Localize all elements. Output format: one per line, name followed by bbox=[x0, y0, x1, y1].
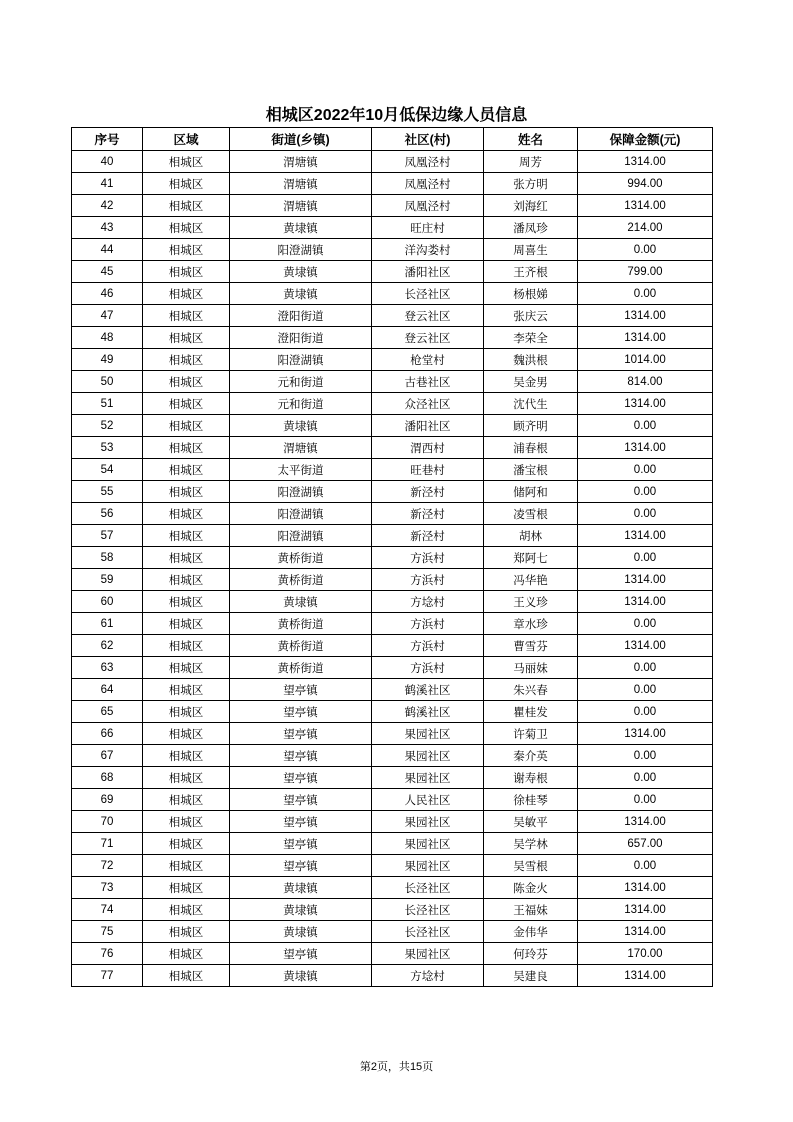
community-cell: 方浜村 bbox=[372, 547, 484, 569]
district-cell: 相城区 bbox=[143, 855, 230, 877]
street-cell: 望亭镇 bbox=[230, 701, 372, 723]
street-cell: 黄埭镇 bbox=[230, 899, 372, 921]
district-cell: 相城区 bbox=[143, 195, 230, 217]
table-row bbox=[72, 525, 713, 547]
amount-cell: 0.00 bbox=[578, 855, 713, 877]
amount-cell: 1314.00 bbox=[578, 877, 713, 899]
street-cell: 元和街道 bbox=[230, 371, 372, 393]
table-row bbox=[72, 921, 713, 943]
street-cell: 阳澄湖镇 bbox=[230, 349, 372, 371]
table-row bbox=[72, 283, 713, 305]
street-cell: 黄埭镇 bbox=[230, 921, 372, 943]
table-row bbox=[72, 613, 713, 635]
seq-cell: 49 bbox=[72, 349, 143, 371]
seq-cell: 60 bbox=[72, 591, 143, 613]
seq-cell: 69 bbox=[72, 789, 143, 811]
community-cell: 长泾社区 bbox=[372, 921, 484, 943]
table-row bbox=[72, 371, 713, 393]
street-cell: 黄桥街道 bbox=[230, 635, 372, 657]
amount-cell: 799.00 bbox=[578, 261, 713, 283]
community-cell: 旺庄村 bbox=[372, 217, 484, 239]
district-cell: 相城区 bbox=[143, 921, 230, 943]
name-cell: 章水珍 bbox=[484, 613, 578, 635]
community-cell: 果园社区 bbox=[372, 767, 484, 789]
community-cell: 新泾村 bbox=[372, 481, 484, 503]
page-title: 相城区2022年10月低保边缘人员信息 bbox=[265, 107, 528, 124]
district-cell: 相城区 bbox=[143, 525, 230, 547]
amount-cell: 0.00 bbox=[578, 283, 713, 305]
street-cell: 渭塘镇 bbox=[230, 151, 372, 173]
seq-cell: 52 bbox=[72, 415, 143, 437]
community-cell: 新泾村 bbox=[372, 503, 484, 525]
street-cell: 阳澄湖镇 bbox=[230, 503, 372, 525]
amount-cell: 1314.00 bbox=[578, 305, 713, 327]
community-cell: 果园社区 bbox=[372, 855, 484, 877]
district-cell: 相城区 bbox=[143, 151, 230, 173]
name-cell: 王齐根 bbox=[484, 261, 578, 283]
district-cell: 相城区 bbox=[143, 965, 230, 987]
seq-cell: 74 bbox=[72, 899, 143, 921]
name-cell: 瞿桂发 bbox=[484, 701, 578, 723]
community-cell: 方浜村 bbox=[372, 635, 484, 657]
name-cell: 吴雪根 bbox=[484, 855, 578, 877]
street-cell: 黄埭镇 bbox=[230, 217, 372, 239]
seq-cell: 51 bbox=[72, 393, 143, 415]
table-row bbox=[72, 547, 713, 569]
community-cell: 众泾社区 bbox=[372, 393, 484, 415]
district-cell: 相城区 bbox=[143, 327, 230, 349]
amount-cell: 0.00 bbox=[578, 613, 713, 635]
district-cell: 相城区 bbox=[143, 877, 230, 899]
seq-cell: 57 bbox=[72, 525, 143, 547]
street-cell: 望亭镇 bbox=[230, 789, 372, 811]
district-cell: 相城区 bbox=[143, 349, 230, 371]
seq-cell: 61 bbox=[72, 613, 143, 635]
community-cell: 洋沟娄村 bbox=[372, 239, 484, 261]
seq-cell: 68 bbox=[72, 767, 143, 789]
community-cell: 登云社区 bbox=[372, 305, 484, 327]
seq-cell: 62 bbox=[72, 635, 143, 657]
street-cell: 望亭镇 bbox=[230, 833, 372, 855]
district-cell: 相城区 bbox=[143, 635, 230, 657]
street-cell: 黄埭镇 bbox=[230, 591, 372, 613]
district-cell: 相城区 bbox=[143, 811, 230, 833]
footer-middle: 页，共 bbox=[376, 1060, 410, 1073]
community-cell: 人民社区 bbox=[372, 789, 484, 811]
street-cell: 黄桥街道 bbox=[230, 547, 372, 569]
name-cell: 潘宝根 bbox=[484, 459, 578, 481]
table-row bbox=[72, 877, 713, 899]
amount-cell: 1314.00 bbox=[578, 437, 713, 459]
name-cell: 曹雪芬 bbox=[484, 635, 578, 657]
name-cell: 朱兴春 bbox=[484, 679, 578, 701]
name-cell: 谢寿根 bbox=[484, 767, 578, 789]
name-cell: 秦介英 bbox=[484, 745, 578, 767]
table-row bbox=[72, 811, 713, 833]
street-cell: 黄埭镇 bbox=[230, 261, 372, 283]
name-cell: 许菊卫 bbox=[484, 723, 578, 745]
amount-cell: 657.00 bbox=[578, 833, 713, 855]
header-cell: 序号 bbox=[72, 128, 143, 151]
community-cell: 鹤溪社区 bbox=[372, 679, 484, 701]
seq-cell: 44 bbox=[72, 239, 143, 261]
table-row bbox=[72, 503, 713, 525]
seq-cell: 47 bbox=[72, 305, 143, 327]
table-row bbox=[72, 569, 713, 591]
district-cell: 相城区 bbox=[143, 261, 230, 283]
seq-cell: 53 bbox=[72, 437, 143, 459]
roster-table bbox=[71, 127, 713, 987]
name-cell: 郑阿七 bbox=[484, 547, 578, 569]
seq-cell: 63 bbox=[72, 657, 143, 679]
seq-cell: 59 bbox=[72, 569, 143, 591]
amount-cell: 1314.00 bbox=[578, 569, 713, 591]
street-cell: 望亭镇 bbox=[230, 767, 372, 789]
district-cell: 相城区 bbox=[143, 833, 230, 855]
seq-cell: 67 bbox=[72, 745, 143, 767]
community-cell: 渭西村 bbox=[372, 437, 484, 459]
street-cell: 澄阳街道 bbox=[230, 327, 372, 349]
seq-cell: 40 bbox=[72, 151, 143, 173]
table-row bbox=[72, 767, 713, 789]
district-cell: 相城区 bbox=[143, 371, 230, 393]
community-cell: 果园社区 bbox=[372, 833, 484, 855]
street-cell: 黄桥街道 bbox=[230, 569, 372, 591]
street-cell: 渭塘镇 bbox=[230, 437, 372, 459]
street-cell: 阳澄湖镇 bbox=[230, 525, 372, 547]
table-row bbox=[72, 679, 713, 701]
amount-cell: 0.00 bbox=[578, 745, 713, 767]
amount-cell: 1314.00 bbox=[578, 965, 713, 987]
seq-cell: 43 bbox=[72, 217, 143, 239]
street-cell: 澄阳街道 bbox=[230, 305, 372, 327]
name-cell: 吴金男 bbox=[484, 371, 578, 393]
table-row bbox=[72, 833, 713, 855]
name-cell: 金伟华 bbox=[484, 921, 578, 943]
seq-cell: 58 bbox=[72, 547, 143, 569]
seq-cell: 42 bbox=[72, 195, 143, 217]
table-row bbox=[72, 899, 713, 921]
community-cell: 凤凰泾村 bbox=[372, 195, 484, 217]
street-cell: 望亭镇 bbox=[230, 811, 372, 833]
name-cell: 顾齐明 bbox=[484, 415, 578, 437]
street-cell: 阳澄湖镇 bbox=[230, 239, 372, 261]
header-cell: 街道(乡镇) bbox=[230, 128, 372, 151]
table-row bbox=[72, 657, 713, 679]
street-cell: 黄桥街道 bbox=[230, 657, 372, 679]
table-row bbox=[72, 723, 713, 745]
table-row bbox=[72, 305, 713, 327]
amount-cell: 214.00 bbox=[578, 217, 713, 239]
seq-cell: 77 bbox=[72, 965, 143, 987]
name-cell: 王福妹 bbox=[484, 899, 578, 921]
seq-cell: 73 bbox=[72, 877, 143, 899]
district-cell: 相城区 bbox=[143, 481, 230, 503]
community-cell: 方埝村 bbox=[372, 591, 484, 613]
district-cell: 相城区 bbox=[143, 899, 230, 921]
community-cell: 果园社区 bbox=[372, 745, 484, 767]
seq-cell: 54 bbox=[72, 459, 143, 481]
district-cell: 相城区 bbox=[143, 767, 230, 789]
seq-cell: 66 bbox=[72, 723, 143, 745]
name-cell: 胡林 bbox=[484, 525, 578, 547]
community-cell: 凤凰泾村 bbox=[372, 151, 484, 173]
amount-cell: 1314.00 bbox=[578, 811, 713, 833]
district-cell: 相城区 bbox=[143, 283, 230, 305]
header-cell: 社区(村) bbox=[372, 128, 484, 151]
district-cell: 相城区 bbox=[143, 459, 230, 481]
name-cell: 储阿和 bbox=[484, 481, 578, 503]
district-cell: 相城区 bbox=[143, 591, 230, 613]
seq-cell: 76 bbox=[72, 943, 143, 965]
amount-cell: 170.00 bbox=[578, 943, 713, 965]
header-cell: 区域 bbox=[143, 128, 230, 151]
district-cell: 相城区 bbox=[143, 943, 230, 965]
name-cell: 李荣全 bbox=[484, 327, 578, 349]
amount-cell: 0.00 bbox=[578, 239, 713, 261]
table-row bbox=[72, 151, 713, 173]
district-cell: 相城区 bbox=[143, 679, 230, 701]
seq-cell: 64 bbox=[72, 679, 143, 701]
table-row bbox=[72, 459, 713, 481]
table-row bbox=[72, 327, 713, 349]
district-cell: 相城区 bbox=[143, 305, 230, 327]
amount-cell: 1314.00 bbox=[578, 723, 713, 745]
amount-cell: 1314.00 bbox=[578, 327, 713, 349]
district-cell: 相城区 bbox=[143, 503, 230, 525]
amount-cell: 1314.00 bbox=[578, 525, 713, 547]
table-row bbox=[72, 855, 713, 877]
table-row bbox=[72, 217, 713, 239]
table-row bbox=[72, 965, 713, 987]
table-row bbox=[72, 415, 713, 437]
street-cell: 元和街道 bbox=[230, 393, 372, 415]
amount-cell: 0.00 bbox=[578, 459, 713, 481]
district-cell: 相城区 bbox=[143, 723, 230, 745]
community-cell: 果园社区 bbox=[372, 943, 484, 965]
district-cell: 相城区 bbox=[143, 239, 230, 261]
community-cell: 枪堂村 bbox=[372, 349, 484, 371]
street-cell: 望亭镇 bbox=[230, 745, 372, 767]
seq-cell: 72 bbox=[72, 855, 143, 877]
table-row bbox=[72, 239, 713, 261]
current-page-number: 2 bbox=[370, 1061, 377, 1073]
table-row bbox=[72, 745, 713, 767]
community-cell: 方埝村 bbox=[372, 965, 484, 987]
amount-cell: 0.00 bbox=[578, 415, 713, 437]
table-row bbox=[72, 635, 713, 657]
table-body bbox=[72, 151, 713, 987]
seq-cell: 50 bbox=[72, 371, 143, 393]
name-cell: 周喜生 bbox=[484, 239, 578, 261]
amount-cell: 0.00 bbox=[578, 679, 713, 701]
total-page-number: 15 bbox=[409, 1061, 423, 1073]
amount-cell: 1314.00 bbox=[578, 393, 713, 415]
community-cell: 凤凰泾村 bbox=[372, 173, 484, 195]
table-row bbox=[72, 349, 713, 371]
name-cell: 何玲芬 bbox=[484, 943, 578, 965]
district-cell: 相城区 bbox=[143, 745, 230, 767]
street-cell: 望亭镇 bbox=[230, 679, 372, 701]
name-cell: 张庆云 bbox=[484, 305, 578, 327]
seq-cell: 45 bbox=[72, 261, 143, 283]
name-cell: 吴敏平 bbox=[484, 811, 578, 833]
name-cell: 张方明 bbox=[484, 173, 578, 195]
table-row bbox=[72, 437, 713, 459]
header-cell: 保障金额(元) bbox=[578, 128, 713, 151]
amount-cell: 0.00 bbox=[578, 789, 713, 811]
amount-cell: 1014.00 bbox=[578, 349, 713, 371]
seq-cell: 41 bbox=[72, 173, 143, 195]
name-cell: 吴学林 bbox=[484, 833, 578, 855]
street-cell: 黄桥街道 bbox=[230, 613, 372, 635]
name-cell: 冯华艳 bbox=[484, 569, 578, 591]
street-cell: 黄埭镇 bbox=[230, 283, 372, 305]
table-row bbox=[72, 789, 713, 811]
community-cell: 方浜村 bbox=[372, 613, 484, 635]
district-cell: 相城区 bbox=[143, 657, 230, 679]
community-cell: 果园社区 bbox=[372, 723, 484, 745]
district-cell: 相城区 bbox=[143, 789, 230, 811]
community-cell: 果园社区 bbox=[372, 811, 484, 833]
seq-cell: 48 bbox=[72, 327, 143, 349]
district-cell: 相城区 bbox=[143, 569, 230, 591]
name-cell: 潘凤珍 bbox=[484, 217, 578, 239]
name-cell: 陈金火 bbox=[484, 877, 578, 899]
amount-cell: 1314.00 bbox=[578, 195, 713, 217]
table-row bbox=[72, 481, 713, 503]
amount-cell: 0.00 bbox=[578, 547, 713, 569]
name-cell: 魏洪根 bbox=[484, 349, 578, 371]
street-cell: 黄埭镇 bbox=[230, 965, 372, 987]
table-row bbox=[72, 701, 713, 723]
name-cell: 刘海红 bbox=[484, 195, 578, 217]
street-cell: 阳澄湖镇 bbox=[230, 481, 372, 503]
table-row bbox=[72, 393, 713, 415]
community-cell: 长泾社区 bbox=[372, 877, 484, 899]
seq-cell: 75 bbox=[72, 921, 143, 943]
page-footer bbox=[0, 1058, 793, 1074]
table-row bbox=[72, 943, 713, 965]
district-cell: 相城区 bbox=[143, 173, 230, 195]
footer-prefix: 第 bbox=[359, 1060, 371, 1073]
amount-cell: 1314.00 bbox=[578, 151, 713, 173]
amount-cell: 0.00 bbox=[578, 503, 713, 525]
district-cell: 相城区 bbox=[143, 217, 230, 239]
community-cell: 方浜村 bbox=[372, 569, 484, 591]
amount-cell: 0.00 bbox=[578, 767, 713, 789]
amount-cell: 0.00 bbox=[578, 657, 713, 679]
name-cell: 徐桂琴 bbox=[484, 789, 578, 811]
community-cell: 鹤溪社区 bbox=[372, 701, 484, 723]
amount-cell: 1314.00 bbox=[578, 591, 713, 613]
table-row bbox=[72, 195, 713, 217]
table-row bbox=[72, 173, 713, 195]
seq-cell: 46 bbox=[72, 283, 143, 305]
name-cell: 浦春根 bbox=[484, 437, 578, 459]
seq-cell: 55 bbox=[72, 481, 143, 503]
district-cell: 相城区 bbox=[143, 547, 230, 569]
street-cell: 太平街道 bbox=[230, 459, 372, 481]
street-cell: 渭塘镇 bbox=[230, 173, 372, 195]
street-cell: 望亭镇 bbox=[230, 723, 372, 745]
seq-cell: 70 bbox=[72, 811, 143, 833]
seq-cell: 56 bbox=[72, 503, 143, 525]
district-cell: 相城区 bbox=[143, 415, 230, 437]
amount-cell: 1314.00 bbox=[578, 635, 713, 657]
table-header-row bbox=[72, 128, 713, 151]
community-cell: 古巷社区 bbox=[372, 371, 484, 393]
district-cell: 相城区 bbox=[143, 393, 230, 415]
name-cell: 王义珍 bbox=[484, 591, 578, 613]
amount-cell: 0.00 bbox=[578, 701, 713, 723]
community-cell: 潘阳社区 bbox=[372, 415, 484, 437]
community-cell: 新泾村 bbox=[372, 525, 484, 547]
street-cell: 黄埭镇 bbox=[230, 877, 372, 899]
header-cell: 姓名 bbox=[484, 128, 578, 151]
name-cell: 吴建良 bbox=[484, 965, 578, 987]
district-cell: 相城区 bbox=[143, 437, 230, 459]
community-cell: 长泾社区 bbox=[372, 283, 484, 305]
district-cell: 相城区 bbox=[143, 701, 230, 723]
name-cell: 马丽妹 bbox=[484, 657, 578, 679]
amount-cell: 1314.00 bbox=[578, 899, 713, 921]
table-row bbox=[72, 261, 713, 283]
name-cell: 凌雪根 bbox=[484, 503, 578, 525]
community-cell: 旺巷村 bbox=[372, 459, 484, 481]
amount-cell: 1314.00 bbox=[578, 921, 713, 943]
amount-cell: 0.00 bbox=[578, 481, 713, 503]
community-cell: 长泾社区 bbox=[372, 899, 484, 921]
street-cell: 黄埭镇 bbox=[230, 415, 372, 437]
name-cell: 周芳 bbox=[484, 151, 578, 173]
seq-cell: 65 bbox=[72, 701, 143, 723]
street-cell: 望亭镇 bbox=[230, 855, 372, 877]
community-cell: 方浜村 bbox=[372, 657, 484, 679]
community-cell: 潘阳社区 bbox=[372, 261, 484, 283]
community-cell: 登云社区 bbox=[372, 327, 484, 349]
seq-cell: 71 bbox=[72, 833, 143, 855]
name-cell: 沈代生 bbox=[484, 393, 578, 415]
amount-cell: 994.00 bbox=[578, 173, 713, 195]
table-row bbox=[72, 591, 713, 613]
street-cell: 望亭镇 bbox=[230, 943, 372, 965]
footer-suffix: 页 bbox=[422, 1060, 434, 1073]
name-cell: 杨根娣 bbox=[484, 283, 578, 305]
amount-cell: 814.00 bbox=[578, 371, 713, 393]
district-cell: 相城区 bbox=[143, 613, 230, 635]
street-cell: 渭塘镇 bbox=[230, 195, 372, 217]
